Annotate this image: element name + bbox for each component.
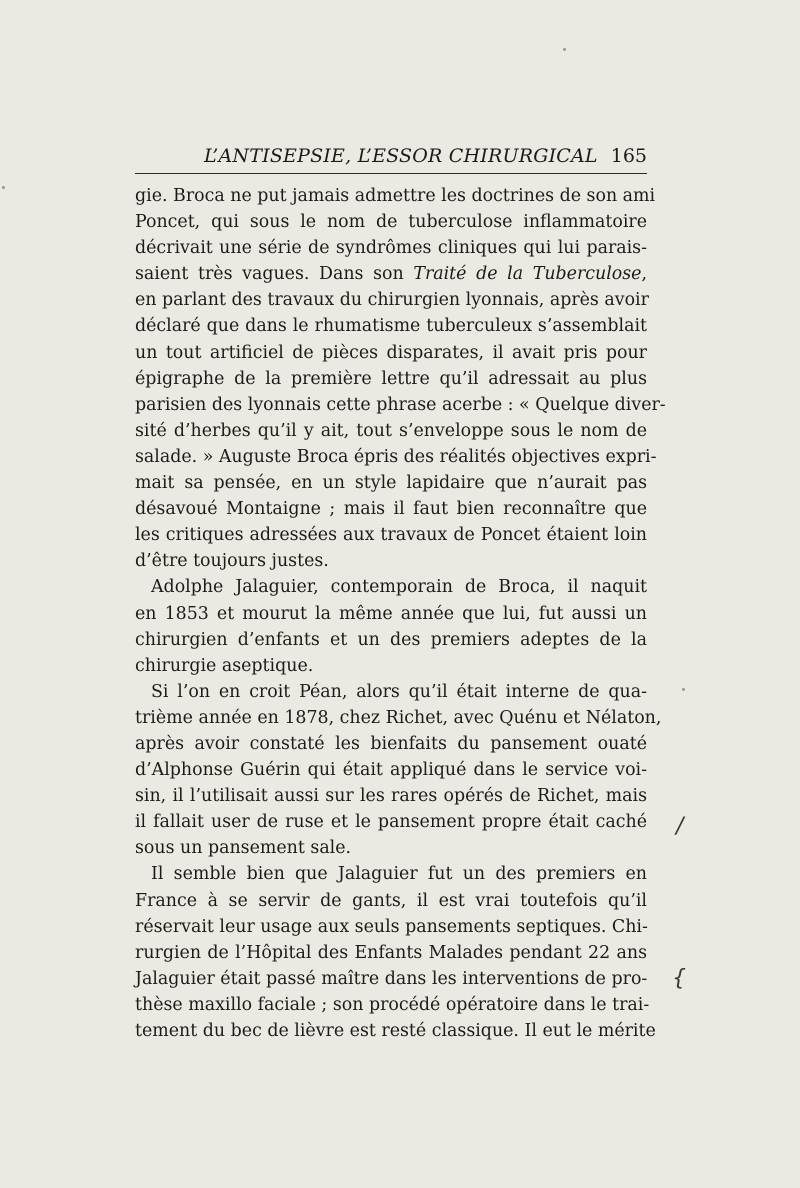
body-text: [135, 183, 666, 1044]
text-line: d’Alphonse Guérin qui était appliqué dans le service voi-: [135, 760, 647, 781]
text-line: sité d’herbes qu’il y ait, tout s’enveloppe sous le nom de: [135, 420, 647, 441]
text-line: trième année en 1878, chez Richet, avec Quénu et Nélaton,: [135, 707, 662, 728]
paper-speck: [682, 688, 685, 691]
text-line: il fallait user de ruse et le pansement propre était caché: [135, 812, 647, 833]
text-line: un tout artificiel de pièces disparates, il avait pris pour: [135, 342, 647, 363]
text-line: Il semble bien que Jalaguier fut un des premiers en: [151, 864, 647, 885]
text-line: sin, il l’utilisait aussi sur les rares opérés de Richet, mais: [135, 786, 647, 807]
paper-speck: [2, 186, 5, 189]
text-line: salade. » Auguste Broca épris des réalités objectives expri-: [135, 446, 657, 467]
page-header: [135, 143, 647, 174]
text-line: France à se servir de gants, il est vrai toutefois qu’il: [135, 890, 647, 911]
text-line: tement du bec de lièvre est resté classique. Il eut le mérite: [135, 1021, 656, 1041]
text-line: rurgien de l’Hôpital des Enfants Malades pendant 22 ans: [135, 942, 647, 963]
running-title: L’ANTISEPSIE, L’ESSOR CHIRURGICAL: [204, 145, 598, 167]
text-line: Poncet, qui sous le nom de tuberculose inflammatoire: [135, 212, 647, 233]
text-line: parisien des lyonnais cette phrase acerbe : « Quelque diver-: [135, 394, 666, 415]
text-line: Si l’on en croit Péan, alors qu’il était interne de qua-: [151, 681, 647, 702]
text-line: désavoué Montaigne ; mais il faut bien reconnaître que: [135, 499, 647, 520]
text-line: déclaré que dans le rhumatisme tuberculeux s’assemblait: [135, 316, 647, 337]
margin-annotation: /: [676, 814, 684, 839]
text-line: gie. Broca ne put jamais admettre les doctrines de son ami: [135, 186, 656, 206]
book-title-italic: Traité de la Tuberculose: [413, 264, 642, 285]
text-line: sous un pansement sale.: [135, 838, 352, 859]
text-line: Adolphe Jalaguier, contemporain de Broca, il naquit: [151, 577, 647, 598]
margin-annotation: {: [672, 966, 686, 991]
text-line: mait sa pensée, en un style lapidaire que n’aurait pas: [135, 473, 647, 494]
text-line: Jalaguier était passé maître dans les interventions de pro-: [135, 968, 648, 989]
text-line: réservait leur usage aux seuls pansements septiques. Chi-: [135, 916, 648, 937]
text-line: en 1853 et mourut la même année que lui, fut aussi un: [135, 603, 647, 624]
text-line: chirurgien d’enfants et un des premiers adeptes de la: [135, 629, 647, 650]
paper-speck: [563, 48, 566, 51]
text-line: saient très vagues. Dans son Traité de la Tuberculose,: [135, 264, 647, 285]
text-line: les critiques adressées aux travaux de Poncet étaient loin: [135, 525, 647, 546]
page-number: 165: [610, 145, 647, 167]
text-line: d’être toujours justes.: [135, 551, 329, 572]
text-line: en parlant des travaux du chirurgien lyonnais, après avoir: [135, 290, 649, 311]
text-line: après avoir constaté les bienfaits du pansement ouaté: [135, 733, 647, 754]
text-line: décrivait une série de syndrômes cliniques qui lui parais-: [135, 238, 647, 259]
text-line: chirurgie aseptique.: [135, 655, 314, 676]
text-line: thèse maxillo faciale ; son procédé opératoire dans le trai-: [135, 994, 650, 1015]
text-line: épigraphe de la première lettre qu’il adressait au plus: [135, 368, 647, 389]
